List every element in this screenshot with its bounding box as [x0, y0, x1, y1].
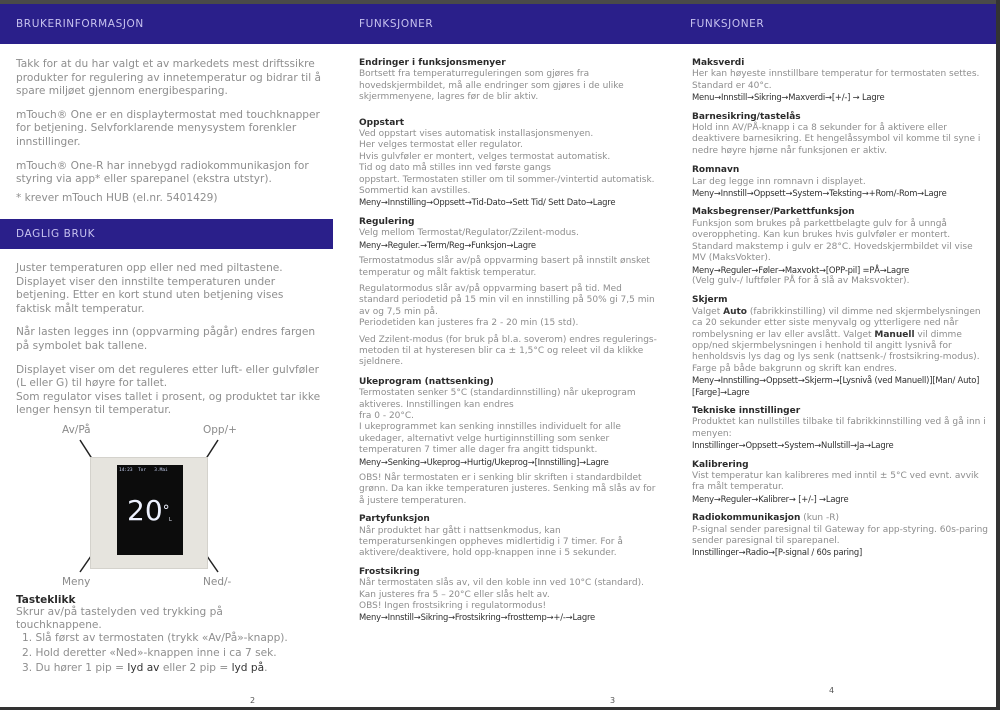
section-title: Oppstart	[359, 117, 405, 128]
section-title: Tasteklikk	[16, 594, 76, 606]
page-number: 3	[610, 696, 616, 705]
paragraph: mTouch® One-R har innebygd radiokommunikasjon for styring via app* eller sparepanel (ekstra utstyr).	[16, 159, 309, 186]
screen-status: 14:23 Tor 3.Mai	[119, 468, 168, 473]
section-text: Regulatormodus slår av/på oppvarming basert på tid. Med standard periodetid på 15 min vil en innstilling på 50% gi 7,5 min av og 7,5 min på. Periodetiden kan justeres fra 2 - 20 min (15 std).	[359, 283, 655, 329]
paragraph: Som regulator vises tallet i prosent, og produktet tar ikke lenger hensyn til temperatur.	[16, 390, 321, 417]
section-barnesikring	[692, 112, 988, 158]
header-text: DAGLIG BRUK	[16, 228, 96, 240]
functions-column-1	[359, 58, 661, 624]
paragraph: Juster temperaturen opp eller ned med piltastene. Displayet viser den innstilte temperaturen under betjening. Etter en kort stund uten betjening vises faktisk målt temperatur.	[16, 262, 284, 315]
menu-path: Innstillinger→Radio→[P-signal / 60s paring]	[692, 547, 863, 558]
section-text: (Velg gulv-/ luftføler PÅ for å slå av Maksvokter).	[692, 275, 910, 286]
section-title: Regulering	[359, 216, 415, 227]
section-text: Bortsett fra temperaturreguleringen som gjøres fra hovedskjermbildet, må alle endringer som gjøres i de ulike skjermmenyene, lagres før de blir aktiv.	[359, 69, 624, 103]
section-regulering	[359, 217, 661, 369]
section-title: Partyfunksjon	[359, 514, 430, 525]
bold-text: Auto	[723, 306, 747, 317]
functions-column-2	[692, 58, 988, 559]
section-title: Frostsikring	[359, 566, 420, 577]
label-ned: Ned/-	[203, 576, 232, 588]
menu-path: Meny→Reguler→Føler→Maxvokt→[OPP-pil] =PÅ→Lagre	[692, 264, 910, 275]
right-border	[996, 0, 1000, 710]
section-frostsikring	[359, 567, 661, 624]
section-title: Tekniske innstillinger	[692, 405, 801, 416]
section-title: Endringer i funksjonsmenyer	[359, 58, 506, 68]
section-skjerm	[692, 295, 988, 398]
header-text: BRUKERINFORMASJON	[16, 18, 144, 30]
screen-sensor: L	[169, 517, 172, 523]
section-title: Maksbegrenser/Parkettfunksjon	[692, 207, 855, 218]
section-title: Skjerm	[692, 295, 728, 306]
section-title: Radiokommunikasjon	[692, 513, 801, 524]
page-number: 4	[829, 686, 835, 695]
paragraph: mTouch® One er en displaytermostat med touchknapper for betjening. Selvforklarende menysystem forenkler innstillinger.	[16, 108, 320, 148]
section-oppstart	[359, 118, 661, 209]
section-endringer	[359, 58, 661, 104]
header-text: FUNKSJONER	[359, 18, 434, 30]
menu-path: Meny→Innstilling→Oppsett→Tid-Dato→Sett Tid/ Sett Dato→Lagre	[359, 197, 616, 208]
menu-path: Meny→Innstill→Sikring→Frostsikring→frosttemp→+/-→Lagre	[359, 612, 595, 623]
menu-path: Meny→Innstilling→Oppsett→Skjerm→[Lysnivå (ved Manuell)][Man/ Auto][Farge]→Lagre	[692, 375, 980, 397]
section-maksbegrenser	[692, 207, 988, 287]
menu-path: Innstillinger→Oppsett→System→Nullstill→Ja→Lagre	[692, 440, 894, 451]
screen-temp-wrap	[127, 494, 170, 527]
step-item: 2. Hold deretter «Ned»-knappen inne i ca 7 sek.	[22, 647, 277, 659]
steps-list	[22, 631, 321, 676]
section-romnavn	[692, 165, 988, 199]
section-ukeprogram	[359, 377, 661, 507]
section-text: OBS! Når termostaten er i senking blir skriften i standardbildet grønn. Da kan ikke temperaturen justeres. Senking må slås av for å justere temperaturen.	[359, 473, 656, 506]
section-text: Ved oppstart vises automatisk installasjonsmenyen. Her velges termostat eller regulator. Hvis gulvføler er montert, velges termostat automatisk. Tid og dato må stilles inn ved første gangs oppstart. Termostaten stiller om til sommer-/vintertid automatisk. Sommertid kan avstilles.	[359, 129, 655, 197]
section-text	[692, 307, 988, 375]
thermostat-frame	[90, 457, 208, 569]
section-title: Barnesikring/tastelås	[692, 111, 801, 122]
section-header-daglig-bruk	[0, 219, 333, 249]
section-title: Ukeprogram (nattsenking)	[359, 376, 494, 387]
paragraph: Når lasten legges inn (oppvarming pågår) endres fargen på symbolet bak tallene.	[16, 326, 316, 352]
step-text: 3. Du hører 1 pip =	[22, 662, 128, 674]
section-title-suffix: (kun -R)	[800, 513, 839, 524]
section-text: P-signal sender paresignal til Gateway for app-styring. 60s-paring sender paresignal til sparepanel.	[692, 524, 989, 547]
page-number: 2	[250, 696, 256, 705]
tasteklikk-section	[16, 594, 321, 676]
step-item: 1. Slå først av termostaten (trykk «Av/På»-knapp).	[22, 632, 288, 644]
section-partyfunksjon	[359, 514, 661, 560]
section-text: Når termostaten slås av, vil den koble inn ved 10°C (standard). Kan justeres fra 5 – 20°C eller slås helt av. OBS! Ingen frostsikring i regulatormodus!	[359, 578, 644, 612]
menu-path: Meny→Senking→Ukeprog→Hurtig/Ukeprog→[Innstilling]→Lagre	[359, 456, 609, 467]
label-opp: Opp/+	[203, 424, 237, 436]
section-title: Kalibrering	[692, 459, 749, 470]
section-text: Termostatmodus slår av/på oppvarming basert på innstilt ønsket temperatur og målt faktisk temperatur.	[359, 256, 650, 278]
section-title: Romnavn	[692, 165, 740, 176]
text: (fabrikkinstilling) vil dimme ned skjermbelysningen ca 20 sekunder etter siste menyvalg og ytterligere ned når rombelysning er lav eller avslått. Valget	[692, 306, 981, 340]
section-kalibrering	[692, 460, 988, 506]
section-tekniske	[692, 406, 988, 452]
section-text: Vist temperatur kan kalibreres med inntil ± 5°C ved evnt. avvik fra målt temperatur.	[692, 471, 979, 493]
text: vil dimme opp/ned skjermbelysningen i henhold til angitt lysnivå for henholdsvis lys dag og lys senk (nattsenk-/ frostsikring-modus). Farge på både bakgrunn og skrift kan endres.	[692, 329, 980, 374]
step-item	[22, 661, 321, 676]
screen-temperature: 20	[127, 494, 163, 527]
section-maksverdi	[692, 58, 988, 104]
section-radiokommunikasjon	[692, 513, 988, 559]
label-meny: Meny	[62, 576, 91, 588]
paragraph: Takk for at du har valgt et av markedets mest driftssikre produkter for regulering av innetemperatur og bidrar til å spare miljøet gjennom energibesparing.	[16, 58, 321, 98]
step-bold: lyd på	[231, 662, 265, 674]
user-info-text	[16, 58, 321, 205]
section-text: Skrur av/på tastelyden ved trykking på touchknappene.	[16, 606, 223, 631]
label-av-pa: Av/På	[62, 424, 91, 436]
section-title: Maksverdi	[692, 58, 745, 68]
section-title-wrap	[692, 513, 988, 524]
text: Valget	[692, 306, 724, 317]
section-text: Her kan høyeste innstillbare temperatur for termostaten settes. Standard er 40°c.	[692, 69, 980, 91]
section-header-funksjoner-2	[666, 4, 996, 44]
section-header-brukerinformasjon	[0, 4, 333, 44]
menu-path: Meny→Reguler.→Term/Reg→Funksjon→Lagre	[359, 239, 536, 250]
section-text: Termostaten senker 5°C (standardinnstilling) når ukeprogram aktiveres. Innstillingen kan endres fra 0 - 20°C. I ukeprogrammet kan senking innstilles individuelt for alle ukedager, alternativt velge hurtiginnstilling som senker temperaturen 7 timer alle dager fra angitt tidspunkt.	[359, 388, 636, 456]
thermostat-screen	[117, 465, 183, 555]
section-text: Produktet kan nullstilles tilbake til fabrikkinnstilling ved å gå inn i menyen:	[692, 417, 986, 439]
bold-text: Manuell	[874, 329, 915, 340]
thermostat-illustration	[0, 422, 333, 590]
footnote: * krever mTouch HUB (el.nr. 5401429)	[16, 191, 218, 204]
section-header-funksjoner	[333, 4, 666, 44]
step-text: eller 2 pip =	[159, 662, 232, 674]
daily-use-text	[16, 262, 321, 418]
step-bold: lyd av	[127, 662, 160, 674]
section-text: Hold inn AV/PÅ-knapp i ca 8 sekunder for å aktivere eller deaktivere barnesikring. Et hengelåssymbol vil komme til syne i nedre høyre hjørne når funksjonen er aktiv.	[692, 123, 981, 156]
paragraph: Displayet viser om det reguleres etter luft- eller gulvføler (L eller G) til høyre for tallet.	[16, 363, 319, 390]
section-text: Velg mellom Termostat/Regulator/Zzilent-modus.	[359, 228, 579, 239]
menu-path: Menu→Innstill→Sikring→Maxverdi→[+/-] → Lagre	[692, 92, 885, 103]
section-text: Funksjon som brukes på parkettbelagte gulv for å unngå overoppheting. Kan kun brukes hvis gulvføler er montert. Standard makstemp i gulv er 28°C. Hovedskjermbildet vil vise MV (MaksVokter).	[692, 218, 973, 264]
header-text: FUNKSJONER	[690, 18, 765, 30]
section-text: Når produktet har gått i nattsenkmodus, kan temperatursenkingen oppheves midlertidig i 7 timer. For å aktivere/deaktivere, hold opp-knappen inne i 5 sekunder.	[359, 525, 623, 559]
menu-path: Meny→Reguler→Kalibrer→ [+/-] →Lagre	[692, 493, 849, 504]
section-text: Lar deg legge inn romnavn i displayet.	[692, 176, 866, 187]
screen-degree: °	[162, 503, 170, 519]
section-text: Ved Zzilent-modus (for bruk på bl.a. soverom) endres regulerings-metoden til at hysteresen blir ca ± 1,5°C og releet vil da klikke sjeldnere.	[359, 334, 657, 368]
menu-path: Meny→Innstill→Oppsett→System→Teksting→+Rom/-Rom→Lagre	[692, 188, 947, 199]
step-text: .	[264, 662, 268, 674]
